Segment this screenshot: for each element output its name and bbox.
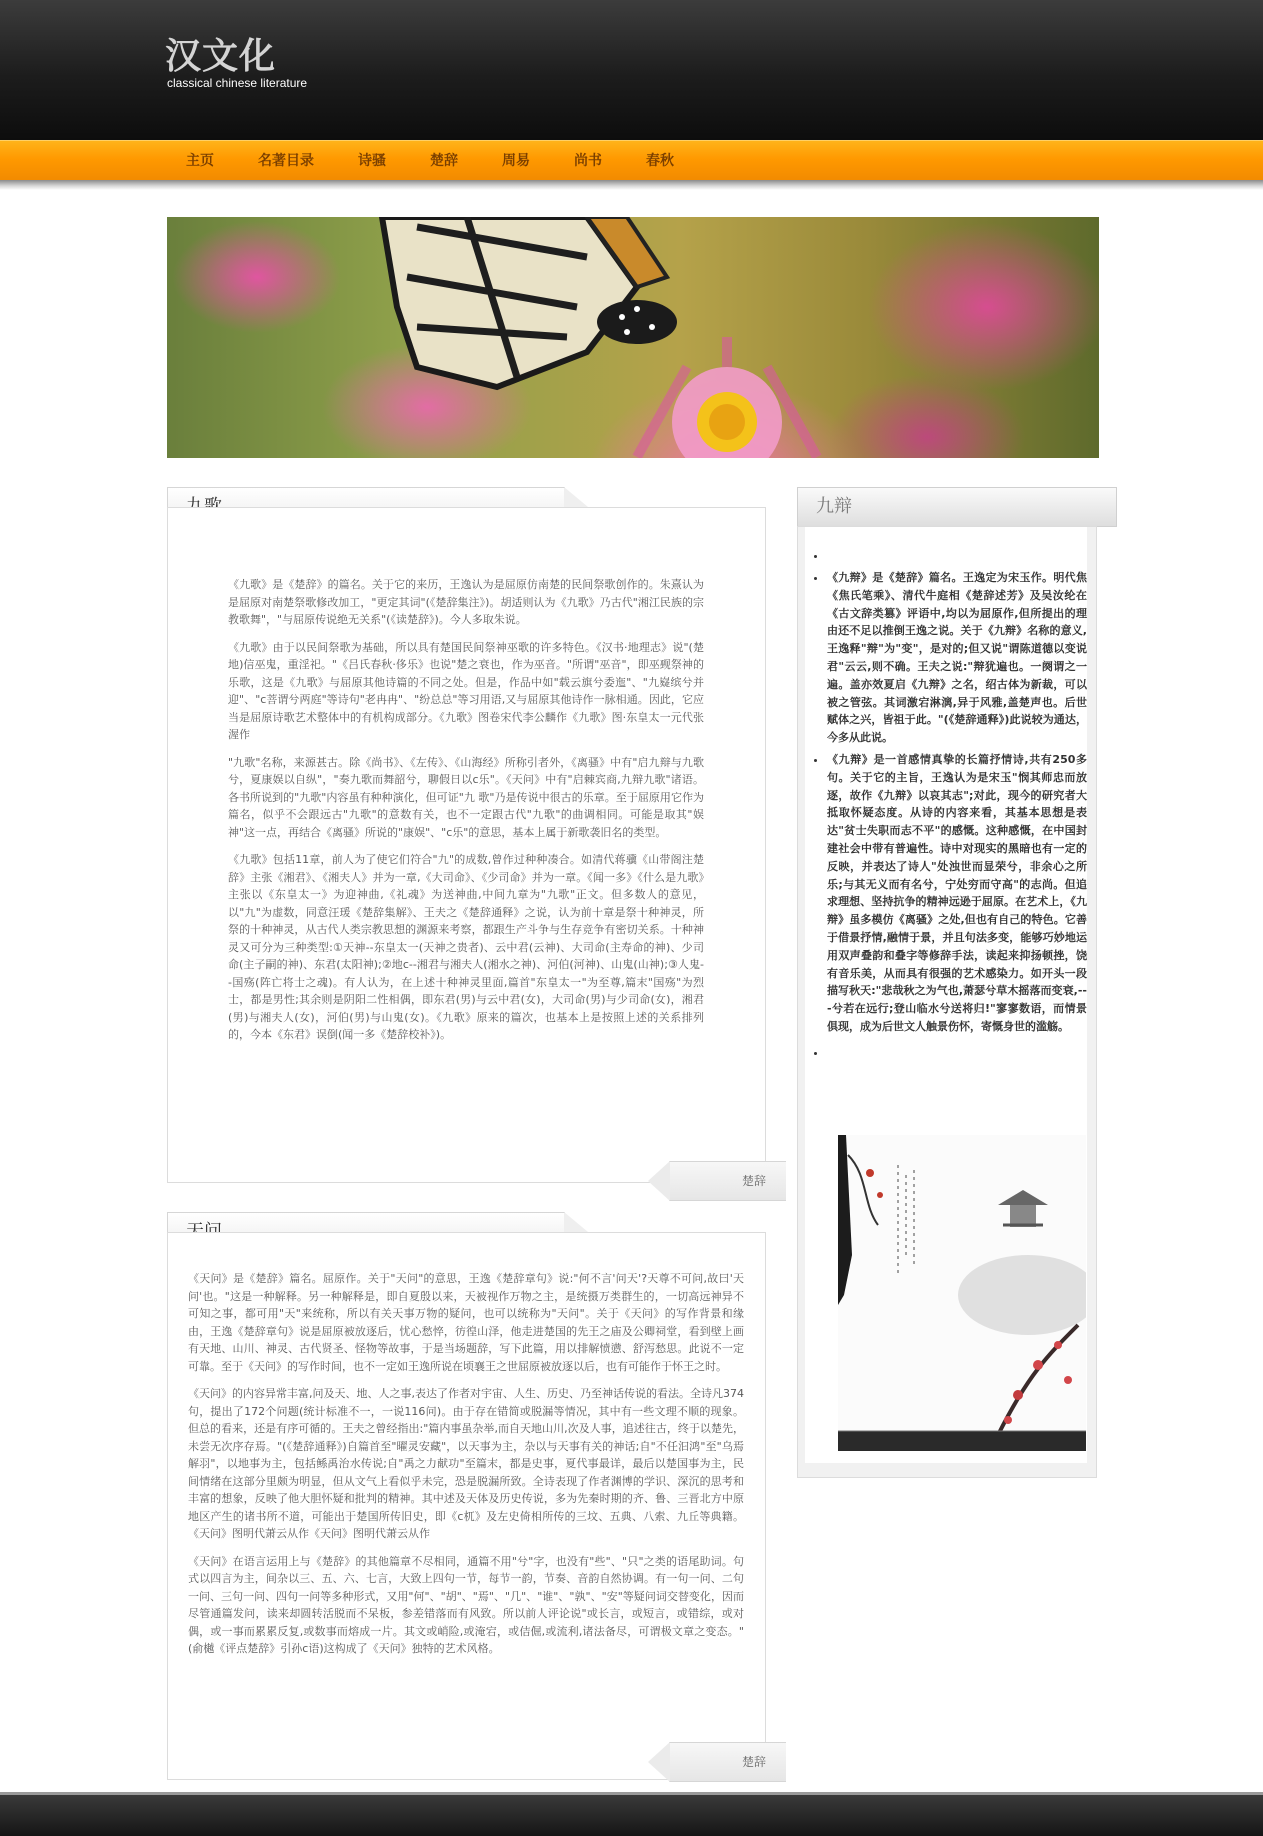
chinese-painting-image: [838, 1135, 1086, 1451]
painting-illustration: [838, 1135, 1086, 1451]
article-panel-tianwen: [167, 1232, 766, 1780]
main-nav: [0, 140, 1263, 181]
sidebar-content: [805, 527, 1087, 1463]
sidebar-list-item: • 《九辩》是一首感情真挚的长篇抒情诗,共有250多句。关于它的主旨，王逸认为是宋玉"悯其师忠而放逐，故作《九辩》以哀其志";对此，现今的研究者大抵取怀疑态度。从诗的内容来看，其基本思想是表达"贫士失职而志不平"的感慨。这种感慨，在中国封建社会中带有普遍性。诗中对现实的黑暗也有一定的反映，并表达了诗人"处浊世而显荣兮，非余心之所乐;与其无义而有名兮，宁处穷而守高"的志尚。但追求理想、坚持抗争的精神远逊于屈原。在艺术上，《九辩》虽多模仿《离骚》之处,但也有自己的特色。它善于借景抒情,融情于景，并且句法多变，能够巧妙地运用双声叠韵和叠字等修辞手法，读起来抑扬顿挫，饶有音乐美，从而具有很强的艺术感染力。如开头一段描写秋天:"悲哉秋之为气也,萧瑟兮草木摇落而变衰,---兮若在远行;登山临水兮送将归!"寥寥数语，而情景俱现，成为后世文人触景伤怀，寄慨身世的滥觞。: [827, 751, 1087, 1036]
site-title[interactable]: 汉文化: [165, 36, 277, 77]
article-footer-link[interactable]: [669, 1161, 786, 1201]
banner-image: [167, 217, 1099, 458]
sidebar-list-item: • 《九辩》是《楚辞》篇名。王逸定为宋玉作。明代焦《焦氏笔乘》、清代牛庭相《楚辞述芳》及吴汝纶在《古文辞类篡》评语中,均以为屈原作,但所提出的理由还不足以推倒王逸之说。关于《九辩》名称的意义,王逸释"辩"为"变"，是对的;但又说"谓陈道德以变说君"云云,则不确。王夫之说:"辩犹遍也。一阕谓之一遍。盖亦效夏启《九辩》之名，绍古体为新裁，可以被之管弦。其词激宕淋漓,异于风雅,盖楚声也。后世赋体之兴，皆祖于此。"(《楚辞通释》)此说较为通达，今多从此说。: [827, 569, 1087, 747]
site-header: [0, 0, 1263, 140]
nav-item-home[interactable]: 主页: [186, 153, 214, 169]
article-paragraph: 《九歌》由于以民间祭歌为基础，所以具有楚国民间祭神巫歌的许多特色。《汉书·地理志》说"(楚地)信巫鬼，重淫祀。"《吕氏春秋·侈乐》也说"楚之衰也，作为巫音。"所谓"巫音"，即巫觋祭神的乐歌，这是《九歌》与屈原其他诗篇的不同之处。但是，作品中如"载云旗兮委迤"、"九嶷缤兮并迎"、"c菩谓兮两庭"等诗句"老冉冉"、"纷总总"等习用语,又与屈原其他诗作一脉相通。因此，它应当是屈原诗歌艺术整体中的有机构成部分。《九歌》图卷宋代李公麟作《九歌》图·东皇太一元代张渥作: [228, 640, 704, 741]
nav-item-shangshu[interactable]: 尚书: [574, 153, 602, 169]
article-paragraph: 《天问》的内容异常丰富,问及天、地、人之事,表达了作者对宇宙、人生、历史、乃至神话传说的看法。全诗凡374句，提出了172个问题(统计标准不一，一说116问)。由于存在错简或脱漏等情况，其中有一些文理不顺的现象。但总的看来，还是有序可循的。王夫之曾经指出:"篇内事虽杂举,而自天地山川,次及人事，追述往古，终于以楚先，未尝无次序存焉。"(《楚辞通释》)自篇首至"曜灵安藏"，以天事为主，杂以与天事有关的神话;自"不任汩鸿"至"乌焉解羽"，以地事为主，包括鲧禹治水传说;自"禹之力献功"至篇末，都是史事，夏代事最详，最后以楚国事为主，民间情绪在这部分里颇为明显，但从文气上看似乎未完，恐是脱漏所致。全诗表现了作者渊博的学识、深沉的思考和丰富的想象，反映了他大胆怀疑和批判的精神。其中述及天体及历史传说，多为先秦时期的齐、鲁、三晋北方中原地区产生的诸书所不道，可能出于楚国所传旧史，即《c杌》及左史倚相所传的三坟、五典、八索、九丘等典籍。《天问》图明代萧云从作《天问》图明代萧云从作: [188, 1387, 744, 1540]
article-body: [228, 576, 704, 1054]
nav-item-catalog[interactable]: 名著目录: [258, 153, 314, 169]
sidebar-title-label: 九辩: [816, 496, 852, 517]
article-paragraph: 《天问》是《楚辞》篇名。屈原作。关于"天问"的意思，王逸《楚辞章句》说:"何不言'问天'?天尊不可问,故曰'天问'也。"这是一种解释。另一种解释是，即自夏殷以来，天被视作万物之主，是统摄万类群生的，一切高远神异不可知之事，都可用"天"来统称，所以有关天事万物的疑问，也可以统称为"天问"。关于《天问》的写作背景和缘由，王逸《楚辞章句》说是屈原被放逐后，忧心愁悴，彷徨山泽，他走进楚国的先王之庙及公卿祠堂，看到壁上画有天地、山川、神灵、古代贤圣、怪物等故事，于是当场题辞，写下此篇，用以排解愤懑、舒泻愁思。此说不一定可靠。至于《天问》的写作时间，也不一定如王逸所说在顷襄王之世屈原被放逐以后，也有可能作于怀王之时。: [188, 1272, 744, 1373]
butterfly-illustration: [167, 217, 1099, 458]
footer-link-label: 楚辞: [741, 1755, 766, 1769]
page-footer: [0, 1792, 1263, 1836]
footer-link-label: 楚辞: [741, 1174, 766, 1188]
article-paragraph: 《九歌》包括11章，前人为了使它们符合"九"的成数,曾作过种种凑合。如清代蒋骥《山带阁注楚辞》主张《湘君》、《湘夫人》并为一章,《大司命》、《少司命》并为一章。《闻一多》《什么是九歌》主张以《东皇太一》为迎神曲,《礼魂》为送神曲,中间九章为"九歌"正文。但多数人的意见，以"九"为虚数，同意汪瑗《楚辞集解》、王夫之《楚辞通释》之说，认为前十章是祭十种神灵，所祭的十种神灵，从古代人类宗教思想的渊源来考察，都跟生产斗争与生存竞争有密切关系。十种神灵又可分为三种类型:①天神--东皇太一(天神之贵者)、云中君(云神)、大司命(主寿命的神)、少司命(主子嗣的神)、东君(太阳神);②地c--湘君与湘夫人(湘水之神)、河伯(河神)、山鬼(山神);③人鬼--国殇(阵亡将士之魂)。有人认为，在上述十种神灵里面,篇首"东皇太一"为至尊,篇末"国殇"为烈士，都是男性;其余则是阴阳二性相偶，即东君(男)与云中君(女)，大司命(男)与少司命(女)，湘君(男)与湘夫人(女)，河伯(男)与山鬼(女)。《九歌》原来的篇次，也基本上是按照上述的关系排列的，今本《东君》误倒(闻一多《楚辞校补》)。: [228, 853, 704, 1041]
sidebar: [797, 526, 1097, 1478]
nav-item-shisao[interactable]: 诗骚: [358, 153, 386, 169]
article-footer-link[interactable]: [669, 1742, 786, 1782]
nav-item-chuci[interactable]: 楚辞: [430, 153, 458, 169]
article-paragraph: "九歌"名称，来源甚古。除《尚书》、《左传》、《山海经》所称引者外，《离骚》中有"启九辩与九歌兮，夏康娱以自纵"，"奏九歌而舞韶兮，聊假日以c乐"。《天问》中有"启棘宾商,九辩九歌"诸语。各书所说到的"九歌"内容虽有种种演化，但可证"九 歌"乃是传说中很古的乐章。至于屈原用它作为篇名，似乎不会跟远古"九歌"的意数有关，也不一定跟古代"九歌"的曲调相同。可能是取其"娱神"这一点，再结合《离骚》所说的"康娱"、"c乐"的意思，基本上属于新歌袭旧名的类型。: [228, 755, 704, 839]
sidebar-list-item: [827, 1044, 1087, 1062]
article-panel-jiuge: [167, 507, 766, 1183]
sidebar-list-item: [827, 547, 1087, 565]
nav-shadow: [0, 180, 1263, 190]
sidebar-title: [797, 487, 1117, 527]
nav-item-chunqiu[interactable]: 春秋: [646, 153, 674, 169]
sidebar-list: [805, 527, 1087, 1062]
article-paragraph: 《九歌》是《楚辞》的篇名。关于它的来历，王逸认为是屈原仿南楚的民间祭歌创作的。朱熹认为是屈原对南楚祭歌修改加工，"更定其词"(《楚辞集注》)。胡适则认为《九歌》乃古代"湘江民族的宗教歌舞"，"与屈原传说绝无关系"(《读楚辞》)。今人多取朱说。: [228, 578, 704, 626]
site-subtitle: classical chinese literature: [167, 76, 308, 90]
nav-item-zhouyi[interactable]: 周易: [502, 153, 530, 169]
article-paragraph: 《天问》在语言运用上与《楚辞》的其他篇章不尽相同，通篇不用"兮"字，也没有"些"、"只"之类的语尾助词。句式以四言为主，间杂以三、五、六、七言，大致上四句一节，每节一韵，节奏、音韵自然协调。有一句一问、二句一问、三句一问、四句一问等多种形式，又用"何"、"胡"、"焉"、"几"、"谁"、"孰"、"安"等疑问词交替变化，因而尽管通篇发问，读来却圆转活脱而不呆板，参差错落而有风致。所以前人评论说"或长言，或短言，或错综，或对偶，或一事而累累反复,或数事而熔成一片。其文或峭险,或淹宕，或佶倔,或流利,诸法备尽，可谓极文章之变态。"(俞樾《评点楚辞》引孙c语)这构成了《天问》独特的艺术风格。: [188, 1554, 744, 1655]
article-body: [188, 1270, 744, 1668]
